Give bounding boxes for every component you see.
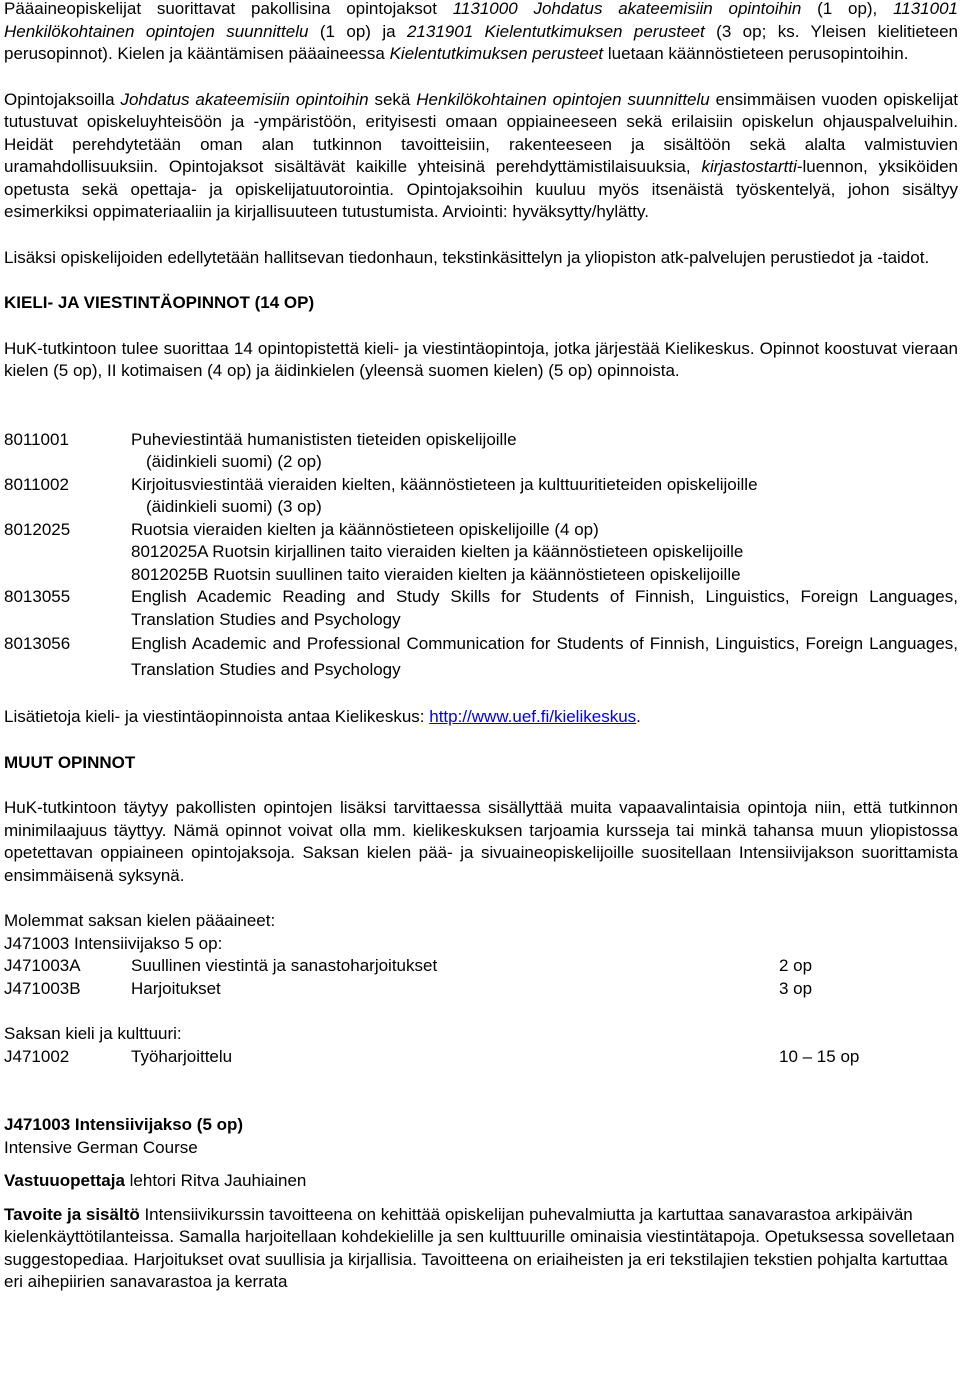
course-title: English Academic Reading and Study Skills for Students of Finnish, Linguistics, Foreign Languages, Translation Studies and Psychology [131, 587, 958, 629]
course-row [4, 519, 958, 587]
course-name: Henkilökohtainen opintojen suunnittelu [416, 89, 710, 109]
course-code: 8011002 [4, 474, 69, 494]
intro-paragraph-1: Pääaineopiskelijat suorittavat pakollisina opintojaksot 1131000 Johdatus akateemisiin opintoihin (1 op), 1131001 Henkilökohtainen opintojen suunnittelu (1 op) ja 2131901 Kielentutkimuksen perusteet (3 op; ks. Yleisen kielitieteen perusopinnot). Kielen ja kääntämisen pääaineessa Kielentutkimuksen perusteet luetaan käännöstieteen perusopintoihin. [4, 0, 958, 63]
intro-paragraph-3: Lisäksi opiskelijoiden edellytetään hallitsevan tiedonhaun, tekstinkäsittelyn ja yliopiston atk-palvelujen perustiedot ja -taidot. [4, 247, 930, 267]
course-code: 8011001 [4, 429, 69, 449]
course-row [4, 955, 958, 978]
course-code: 8013055 [4, 587, 71, 606]
course-row [4, 631, 958, 683]
course-subtitle: 8012025B Ruotsin suullinen taito vieraiden kielten ja käännöstieteen opiskelijoille [131, 564, 741, 584]
responsible-teacher: Vastuuopettaja lehtori Ritva Jauhiainen [4, 1171, 307, 1190]
course-subtitle: (äidinkieli suomi) (2 op) [146, 452, 322, 471]
course-row [4, 586, 958, 631]
intro-paragraph-2: Opintojaksoilla Johdatus akateemisiin opintoihin sekä Henkilökohtainen opintojen suunnittelu ensimmäisen vuoden opiskelijat tutustuvat opiskeluyhteisöön ja -ympäristöön, erityisesti omaan oppiaineeseen sekä erilaisiin opiskelun ohjauspalveluihin. Heidät perehdytetään oman alan tutkinnon tavoitteisiin, rakenteeseen ja sisältöön sekä alalta valmistuvien uramahdollisuuksiin. Opintojaksot sisältävät kaikille yhteisinä perehdyttämistilaisuuksia, kirjastostartti-luennon, yksiköiden opetusta sekä opettaja- ja opiskelijatuutorointia. Opintojaksoihin kuuluu myös itsenäistä työskentelyä, johon sisältyy esimerkiksi oppimateriaaliin ja kirjallisuuteen tutustumista. Arviointi: hyväksytty/hylätty. [4, 89, 959, 221]
course-name: 1131000 Johdatus akateemisiin opintoihin [452, 0, 802, 18]
course-list [4, 429, 958, 684]
course-row [4, 474, 958, 519]
section-heading-muut: MUUT OPINNOT [4, 752, 136, 772]
course-row [4, 978, 958, 1001]
course-english-title: Intensive German Course [4, 1137, 198, 1157]
section-heading-kieli: KIELI- JA VIESTINTÄOPINNOT (14 OP) [4, 293, 315, 312]
course-code: J471003A [4, 956, 81, 975]
kielikeskus-info: Lisätietoja kieli- ja viestintäopinnoista antaa Kielikeskus: http://www.uef.fi/kielikeskus. [4, 707, 641, 726]
course-title: Kirjoitusviestintää vieraiden kielten, käännöstieteen ja kulttuuritieteiden opiskelijoille [131, 474, 758, 494]
course-name: Johdatus akateemisiin opintoihin [120, 89, 369, 109]
course-code: 8013056 [4, 634, 71, 653]
teacher-label: Vastuuopettaja [4, 1171, 125, 1190]
kielikeskus-link[interactable]: http://www.uef.fi/kielikeskus [429, 707, 637, 726]
course-name: 2131901 Kielentutkimuksen perusteet [406, 21, 705, 41]
culture-label: Saksan kieli ja kulttuuri: [4, 1024, 182, 1043]
course-credits: 10 – 15 op [779, 1046, 860, 1066]
course-row [4, 429, 958, 474]
course-code: J471003B [4, 978, 81, 998]
course-title: Suullinen viestintä ja sanastoharjoitukset [131, 956, 438, 975]
course-title: English Academic and Professional Communication for Students of Finnish, Linguistics, Foreign Languages, Translation Studies and Psychology [131, 634, 958, 679]
course-title: Ruotsia vieraiden kielten ja käännöstieteen opiskelijoille (4 op) [131, 519, 599, 539]
course-code: J471002 [4, 1046, 70, 1066]
document-page [4, 0, 958, 1294]
course-code: 8012025 [4, 519, 71, 539]
course-title: Puheviestintää humanististen tieteiden opiskelijoille [131, 429, 517, 449]
course-row [4, 1046, 958, 1069]
german-majors-label: Molemmat saksan kielen pääaineet: [4, 911, 276, 930]
course-name: Kielentutkimuksen perusteet [389, 44, 604, 63]
course-goals: Tavoite ja sisältö Intensiivikurssin tavoitteena on kehittää opiskelijan puhevalmiutta ja kartuttaa sanavarastoa arkipäivän kielenkäyttötilanteissa. Samalla harjoitellaan kohdekielille ja sen kulttuurille ominaisia viestintätapoja. Opetuksessa sovelletaan suggestopediaa. Harjoitukset ovat suullisia ja kirjallisia. Tavoitteena on eriaiheisten ja eri tekstilajien tekstien pohjalta kartuttaa eri aihepiirien sanavarastoa ja kerrata [4, 1204, 955, 1291]
course-credits: 3 op [779, 978, 813, 998]
course-subtitle: 8012025A Ruotsin kirjallinen taito vieraiden kielten ja käännöstieteen opiskelijoille [131, 542, 744, 561]
course-credits: 2 op [779, 956, 813, 975]
kieli-paragraph: HuK-tutkintoon tulee suorittaa 14 opintopistettä kieli- ja viestintäopintoja, jotka järjestää Kielikeskus. Opinnot koostuvat vieraan kielen (5 op), II kotimaisen (4 op) ja äidinkielen (yleensä suomen kielen) (5 op) opinnoista. [4, 338, 958, 380]
course-title: Harjoitukset [131, 978, 221, 998]
course-subtitle: (äidinkieli suomi) (3 op) [146, 497, 322, 516]
goals-label: Tavoite ja sisältö [4, 1204, 140, 1224]
intensive-label: J471003 Intensiivijakso 5 op: [4, 933, 223, 953]
course-heading: J471003 Intensiivijakso (5 op) [4, 1115, 244, 1134]
lecture-name: kirjastostartti [701, 157, 797, 176]
course-name: 1131001 Henkilökohtainen opintojen suunnittelu [4, 0, 958, 41]
muut-paragraph: HuK-tutkintoon täytyy pakollisten opintojen lisäksi tarvittaessa sisällyttää muita vapaavalintaisia opintoja niin, että tutkinnon minimilaajuus täyttyy. Nämä opinnot voivat olla mm. kielikeskuksen tarjoamia kursseja tai minkä tahansa muun yliopistossa opetettavan oppiaineen opintojaksoja. Saksan kielen pää- ja sivuaineopiskelijoille suositellaan Intensiivijakson suorittamista ensimmäisenä syksynä. [4, 798, 958, 885]
course-title: Työharjoittelu [131, 1046, 233, 1066]
